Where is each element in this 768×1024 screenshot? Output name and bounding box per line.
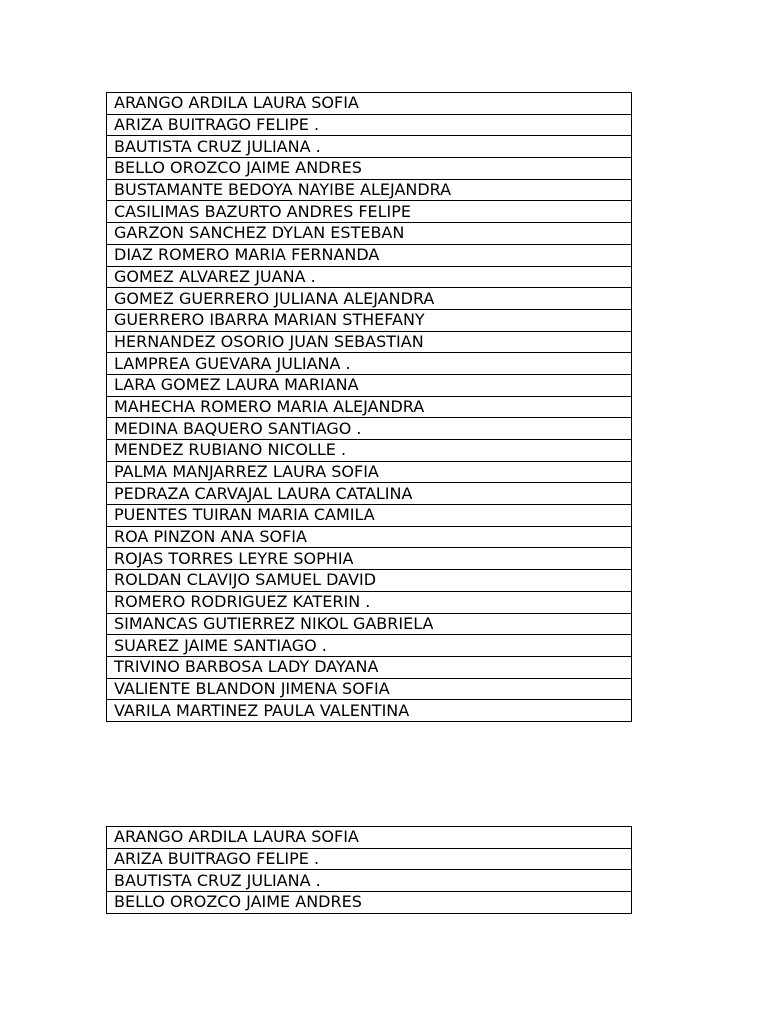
table-row [107, 353, 632, 375]
table-row [107, 656, 632, 678]
student-name-cell: MENDEZ RUBIANO NICOLLE . [107, 440, 632, 462]
table-row [107, 548, 632, 570]
table-row [107, 223, 632, 245]
student-name-cell: ROA PINZON ANA SOFIA [107, 526, 632, 548]
student-name-cell: PALMA MANJARREZ LAURA SOFIA [107, 461, 632, 483]
student-name-cell: CASILIMAS BAZURTO ANDRES FELIPE [107, 201, 632, 223]
table-row [107, 440, 632, 462]
student-list-table-continued [106, 826, 632, 914]
student-name-cell: BAUTISTA CRUZ JULIANA . [107, 870, 632, 892]
table-row [107, 418, 632, 440]
student-name-cell: LARA GOMEZ LAURA MARIANA [107, 374, 632, 396]
table-row [107, 136, 632, 158]
student-name-cell: ARIZA BUITRAGO FELIPE . [107, 848, 632, 870]
table-row [107, 461, 632, 483]
student-name-cell: HERNANDEZ OSORIO JUAN SEBASTIAN [107, 331, 632, 353]
student-name-cell: GUERRERO IBARRA MARIAN STHEFANY [107, 309, 632, 331]
table-row [107, 93, 632, 115]
student-name-cell: BAUTISTA CRUZ JULIANA . [107, 136, 632, 158]
table-row [107, 526, 632, 548]
student-name-cell: PUENTES TUIRAN MARIA CAMILA [107, 505, 632, 527]
student-name-cell: ARANGO ARDILA LAURA SOFIA [107, 93, 632, 115]
student-name-cell: PEDRAZA CARVAJAL LAURA CATALINA [107, 483, 632, 505]
table-row [107, 331, 632, 353]
student-name-cell: LAMPREA GUEVARA JULIANA . [107, 353, 632, 375]
student-name-cell: SIMANCAS GUTIERREZ NIKOL GABRIELA [107, 613, 632, 635]
table-row [107, 635, 632, 657]
table-row [107, 266, 632, 288]
student-name-cell: GOMEZ GUERRERO JULIANA ALEJANDRA [107, 288, 632, 310]
table-row [107, 158, 632, 180]
student-name-cell: VARILA MARTINEZ PAULA VALENTINA [107, 700, 632, 722]
table-row [107, 570, 632, 592]
student-name-cell: MAHECHA ROMERO MARIA ALEJANDRA [107, 396, 632, 418]
student-name-cell: GARZON SANCHEZ DYLAN ESTEBAN [107, 223, 632, 245]
student-name-cell: BUSTAMANTE BEDOYA NAYIBE ALEJANDRA [107, 179, 632, 201]
student-name-cell: ARIZA BUITRAGO FELIPE . [107, 114, 632, 136]
student-name-cell: BELLO OROZCO JAIME ANDRES [107, 892, 632, 914]
student-name-cell: TRIVINO BARBOSA LADY DAYANA [107, 656, 632, 678]
student-name-cell: VALIENTE BLANDON JIMENA SOFIA [107, 678, 632, 700]
table-row [107, 179, 632, 201]
table-row [107, 892, 632, 914]
table-row [107, 396, 632, 418]
student-name-cell: SUAREZ JAIME SANTIAGO . [107, 635, 632, 657]
student-name-cell: DIAZ ROMERO MARIA FERNANDA [107, 244, 632, 266]
student-name-cell: ARANGO ARDILA LAURA SOFIA [107, 827, 632, 849]
student-name-cell: ROJAS TORRES LEYRE SOPHIA [107, 548, 632, 570]
table-row [107, 591, 632, 613]
student-name-cell: ROMERO RODRIGUEZ KATERIN . [107, 591, 632, 613]
student-list-body [107, 93, 632, 722]
student-name-cell: BELLO OROZCO JAIME ANDRES [107, 158, 632, 180]
table-row [107, 483, 632, 505]
student-name-cell: MEDINA BAQUERO SANTIAGO . [107, 418, 632, 440]
student-list-table [106, 92, 632, 722]
table-row [107, 374, 632, 396]
table-row [107, 505, 632, 527]
table-row [107, 244, 632, 266]
student-name-cell: ROLDAN CLAVIJO SAMUEL DAVID [107, 570, 632, 592]
table-row [107, 848, 632, 870]
table-row [107, 700, 632, 722]
table-row [107, 288, 632, 310]
table-row [107, 309, 632, 331]
table-row [107, 827, 632, 849]
table-row [107, 201, 632, 223]
table-row [107, 678, 632, 700]
table-row [107, 114, 632, 136]
student-list-body [107, 827, 632, 914]
table-row [107, 613, 632, 635]
table-row [107, 870, 632, 892]
student-name-cell: GOMEZ ALVAREZ JUANA . [107, 266, 632, 288]
